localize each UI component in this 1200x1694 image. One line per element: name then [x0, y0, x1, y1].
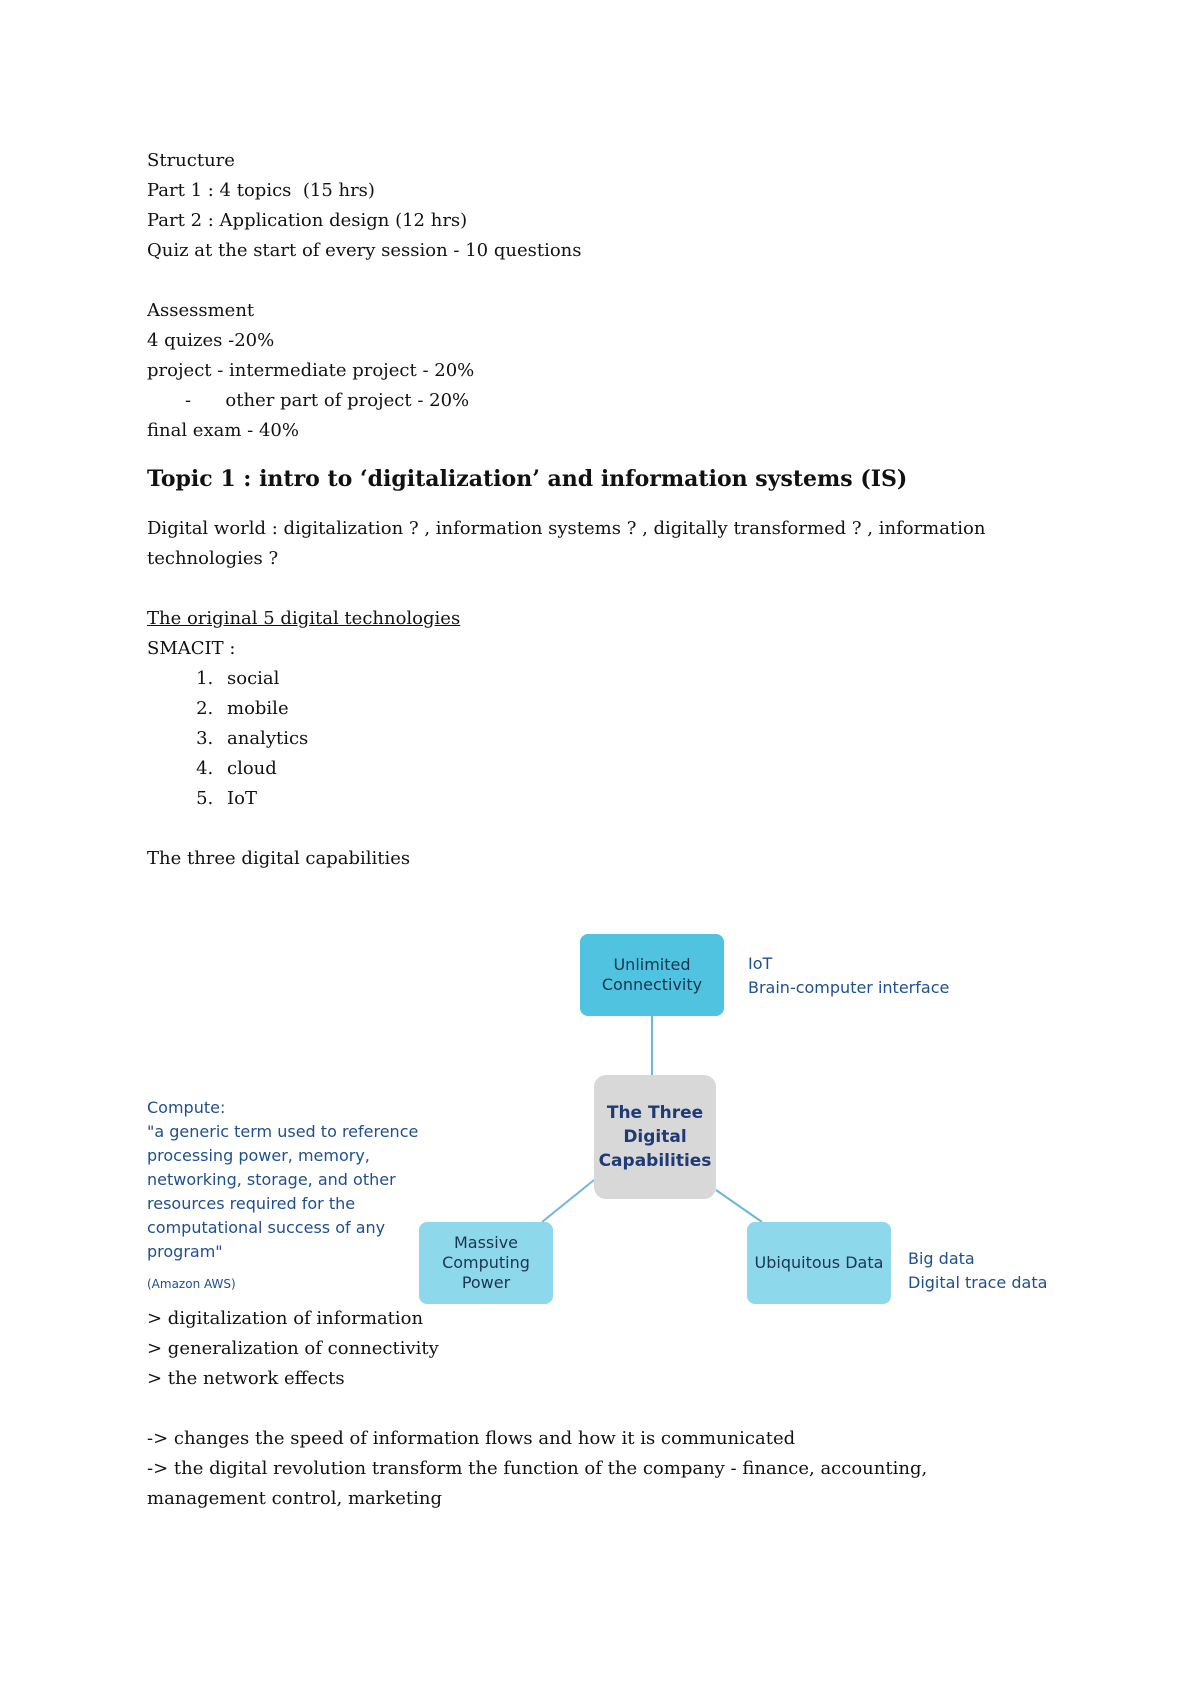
connectivity-notes: IoT Brain-computer interface [748, 954, 950, 997]
compute-definition [147, 1096, 447, 1296]
smacit-label: SMACIT : [147, 638, 236, 659]
list-item: 4. cloud [219, 754, 1047, 784]
assessment-line: - other part of project - 20% [185, 390, 470, 411]
digital-world-paragraph: Digital world : digitalization ? , information systems ? , digitally transformed ? , information technologies ? [147, 518, 986, 569]
unlimited-connectivity-box: Unlimited Connectivity [580, 934, 724, 1016]
structure-line: Part 1 : 4 topics (15 hrs) [147, 180, 375, 201]
connector-left [542, 1180, 594, 1222]
connector-right [716, 1190, 762, 1222]
list-item: 3. analytics [219, 724, 1047, 754]
list-item: 5. IoT [219, 784, 1047, 814]
data-notes: Big data Digital trace data [908, 1249, 1048, 1292]
list-item: 1. social [219, 664, 1047, 694]
compute-source: (Amazon AWS) [147, 1277, 236, 1291]
list-item: 2. mobile [219, 694, 1047, 724]
three-capabilities-center: The Three Digital Capabilities [594, 1075, 716, 1199]
assessment-line: final exam - 40% [147, 420, 299, 441]
assessment-title: Assessment [147, 300, 255, 321]
structure-line: Quiz at the start of every session - 10 questions [147, 240, 582, 261]
capabilities-title: The three digital capabilities [147, 848, 411, 869]
assessment-line: project - intermediate project - 20% [147, 360, 475, 381]
compute-quote: "a generic term used to reference processing power, memory, networking, storage, and other resources required for the computational success of any program" [147, 1122, 419, 1261]
effect-line: > generalization of connectivity [147, 1338, 439, 1359]
compute-label: Compute: [147, 1098, 226, 1117]
effect-line: > the network effects [147, 1368, 345, 1389]
consequence-line: -> the digital revolution transform the function of the company - finance, accounting, management control, marketing [147, 1458, 928, 1509]
consequence-line: -> changes the speed of information flows and how it is communicated [147, 1428, 796, 1449]
effect-line: > digitalization of information [147, 1308, 424, 1329]
topic-heading: Topic 1 : intro to ‘digitalization’ and information systems (IS) [147, 466, 908, 492]
structure-title: Structure [147, 150, 235, 171]
structure-line: Part 2 : Application design (12 hrs) [147, 210, 468, 231]
ubiquitous-data-box: Ubiquitous Data [747, 1222, 891, 1304]
assessment-line: 4 quizes -20% [147, 330, 275, 351]
massive-computing-power-box: Massive Computing Power [419, 1222, 553, 1304]
technologies-title: The original 5 digital technologies [147, 608, 461, 629]
